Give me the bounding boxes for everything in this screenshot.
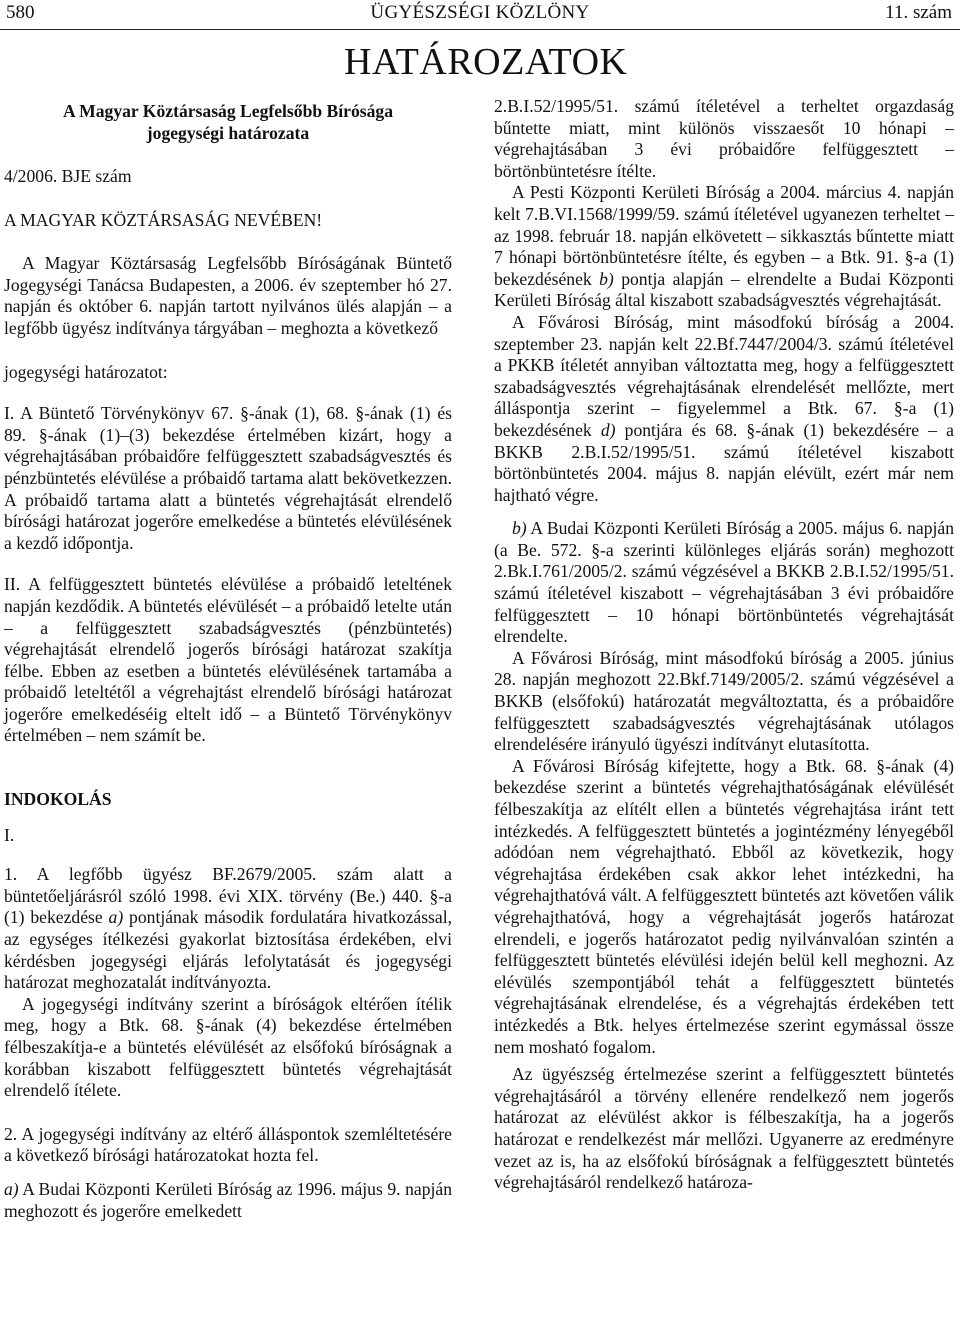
right-paragraph-3 (494, 312, 954, 506)
section-title: HATÁROZATOK (344, 41, 628, 83)
reason-1-italic: a) (108, 907, 124, 928)
right-paragraph-4 (494, 518, 954, 648)
right-paragraph-1: 2.B.I.52/1995/51. számú ítéletével a terheltet orgazdaság bűntette miatt, mint különös visszaesőt 10 hónapi – végrehajtásában 3 évi próbaidőre felfüggesztett – börtönbüntetésre ítélte. (494, 96, 954, 181)
ruling-point-1: I. A Büntető Törvénykönyv 67. §-ának (1), 68. §-ának (1) és 89. §-ának (1)–(3) bekezdése értelmében kizárt, hogy a végrehajtásában próbaidőre felfüggesztett szabadságvesztés és pénzbüntetés elévülése a próbaidő tartama alatt bekövetkezzen. A próbaidő tartama alatt a büntetés végrehajtását elrendelő bírósági határozat jogerőre emelkedése a büntetés elévülésének a kezdő időpontja. (4, 403, 452, 553)
right-p2-italic: b) (599, 268, 614, 289)
journal-title: ÜGYÉSZSÉGI KÖZLÖNY (370, 2, 590, 23)
right-p4-label: b) (512, 518, 527, 539)
page-number: 580 (6, 2, 35, 23)
decision-number: 4/2006. BJE szám (4, 166, 132, 186)
reason-paragraph-2: 2. A jogegységi indítvány az eltérő álláspontok szemléltetésére a következő bírósági határozatokat hozta fel. (4, 1123, 452, 1166)
issue-number: 11. szám (885, 2, 952, 23)
reason-paragraph-1b: A jogegységi indítvány szerint a bíróságok eltérően ítélik meg, hogy a Btk. 68. §-ának (4) bekezdése értelmében félbeszakítja-e a büntetés elévülését az elsőfokú bíróságnak a korábban kiszabott felfüggesztett büntetés végrehajtását elrendelő ítélete. (4, 993, 452, 1101)
running-header (0, 0, 960, 30)
right-p2-start: A Pesti Központi Kerületi Bíróság a 2004. március 4. napján kelt 7.B.VI.1568/1999/59. számú ítéletével ugyanezen terheltet – az 1998. február 18. napján elkövetett – sikkasztás bűntette miatt 7 hónapi börtönbüntetésre ítélte, és egyben – a Btk. 91. §-a (1) bekezdésének (494, 182, 954, 289)
reason-paragraph-2a (4, 1179, 452, 1222)
reasoning-heading: INDOKOLÁS (4, 789, 112, 810)
right-paragraph-7: Az ügyészség értelmezése szerint a felfüggesztett büntetés végrehajtásáról a törvény ellenére rendelkező nem jogerős határozat az elévülést akkor is félbeszakítja, ha a jogerős határozat e rendelkezést már mellőzi. Ugyanerre az eredményre vezet az is, ha az elsőfokú bíróságnak a felfüggesztett büntetés végrehajtásáról rendelkező határoza- (494, 1064, 954, 1193)
reason-2a-label: a) (4, 1178, 19, 1199)
left-column (4, 96, 452, 1222)
right-p4-text: A Budai Központi Kerületi Bíróság a 2005. május 6. napján (a Be. 572. §-a szerinti különleges eljárás során) meghozott 2.Bk.I.761/2005/2. számú végzésével a BKKB 2.B.I.52/1995/51. számú ítéletével kiszabott – végrehajtásában 3 évi próbaidőre felfüggesztett – 10 hónapi börtönbüntetés végrehajtását elrendelte. (494, 518, 954, 647)
right-p3-italic: d) (600, 419, 616, 440)
reason-1-start: 1. A legfőbb ügyész BF.2679/2005. szám alatt a büntetőeljárásról szóló 1998. évi XIX. törvény (Be.) 440. §-a (1) bekezdése (4, 864, 452, 928)
right-column (494, 96, 954, 1194)
court-title (4, 100, 452, 144)
ruling-heading: jogegységi határozatot: (4, 361, 168, 382)
right-p3-start: A Fővárosi Bíróság, mint másodfokú bíróság a 2004. szeptember 23. napján kelt 22.Bf.7447/2004/3. számú ítéletével a PKKB ítéletét annyiban változtatta meg, hogy a felfüggesztett szabadságvesztés végrehajtásának elrendelését mellőzte, mert álláspontja szerint – figyelemmel a Btk. 67. §-a (1) bekezdésének (494, 311, 954, 440)
intro-paragraph: A Magyar Köztársaság Legfelsőbb Bíróságának Büntető Jogegységi Tanácsa Budapesten, a 2006. év szeptember hó 27. napján és október 6. napján tartott nyilvános ülés alapján – a legfőbb ügyész indítványa tárgyában – meghozta a következő (4, 253, 452, 338)
court-title-line-1: A Magyar Köztársaság Legfelsőbb Bírósága (62, 101, 394, 121)
right-paragraph-2 (494, 182, 954, 312)
reason-2a-text: A Budai Központi Kerületi Bíróság az 1996. május 9. napján meghozott és jogerőre emelkedett (4, 1178, 452, 1221)
right-paragraph-6: A Fővárosi Bíróság kifejtette, hogy a Btk. 68. §-ának (4) bekezdése szerint a büntetés végrehajthatóságának elévülését félbeszakítja az elítélt ellen a büntetés végrehajtása iránt tett intézkedés. A felfüggesztett büntetés a jogintézmény lényegéből adódóan nem végrehajtható. Ebből az következik, hogy végrehajtása érdekében csak akkor lehet intézkedni, ha végrehajthatóvá vált. A felfüggesztett büntetés azt követően válik végrehajthatóvá, hogy a végrehajtását jogerős határozat elrendeli, e jogerős határozatot pedig nyilvánvalóan szintén a felfüggesztett büntetés elévülési idején belül kell meghozni. Az elévülés szempontjából tehát a felfüggesztett büntetés végrehajtásának elrendelése, és a végrehajtás érdekében tett intézkedés a Btk. helyes értelmezése szerint egymással össze nem mosható fogalom. (494, 755, 954, 1057)
header-rule (0, 29, 960, 30)
in-the-name-of: A MAGYAR KÖZTÁRSASÁG NEVÉBEN! (4, 209, 323, 230)
court-title-line-2: jogegységi határozata (146, 123, 310, 143)
reason-paragraph-1 (4, 864, 452, 994)
ruling-point-2: II. A felfüggesztett büntetés elévülése a próbaidő leteltének napján kezdődik. A büntetés elévülését – a próbaidő letelte után – a felfüggesztett szabadságvesztés (pénzbüntetés) végrehajtását elrendelő jogerős bírósági határozat szakítja félbe. Ebben az esetben a büntetés elévülésének tartamába a próbaidő leteltétől a végrehajtást elrendelő bírósági határozat jogerőre emelkedéséig eltelt idő – a Büntető Törvénykönyv értelmében – nem számít be. (4, 574, 452, 746)
reason-1-end: pontjának második fordulatára hivatkozással, az egységes ítélkezési gyakorlat biztosítása érdekében, elvi kérdésben jogegységi eljárás lefolytatását és jogegységi határozat meghozatalát indítványozta. (4, 907, 452, 993)
right-paragraph-5: A Fővárosi Bíróság, mint másodfokú bíróság a 2005. június 28. napján meghozott 22.Bkf.7149/2005/2. számú végzésével a BKKB (elsőfokú) határozatát megváltoztatta, és a próbaidőre felfüggesztett szabadságvesztés végrehajtásának utólagos elrendelésére irányuló ügyészi indítványt elutasította. (494, 647, 954, 755)
right-p2-end: pontja alapján – elrendelte a Budai Központi Kerületi Bíróság által kiszabott szabadságvesztés végrehajtását. (494, 268, 954, 311)
reasoning-section-number: I. (4, 824, 15, 845)
right-p3-end: pontjára és 68. §-ának (1) bekezdésére – a BKKB 2.B.I.52/1995/51. számú ítéletével kiszabott börtönbüntetés 2004. május 8. napján elévült, ezért már nem hajtható végre. (494, 419, 954, 505)
